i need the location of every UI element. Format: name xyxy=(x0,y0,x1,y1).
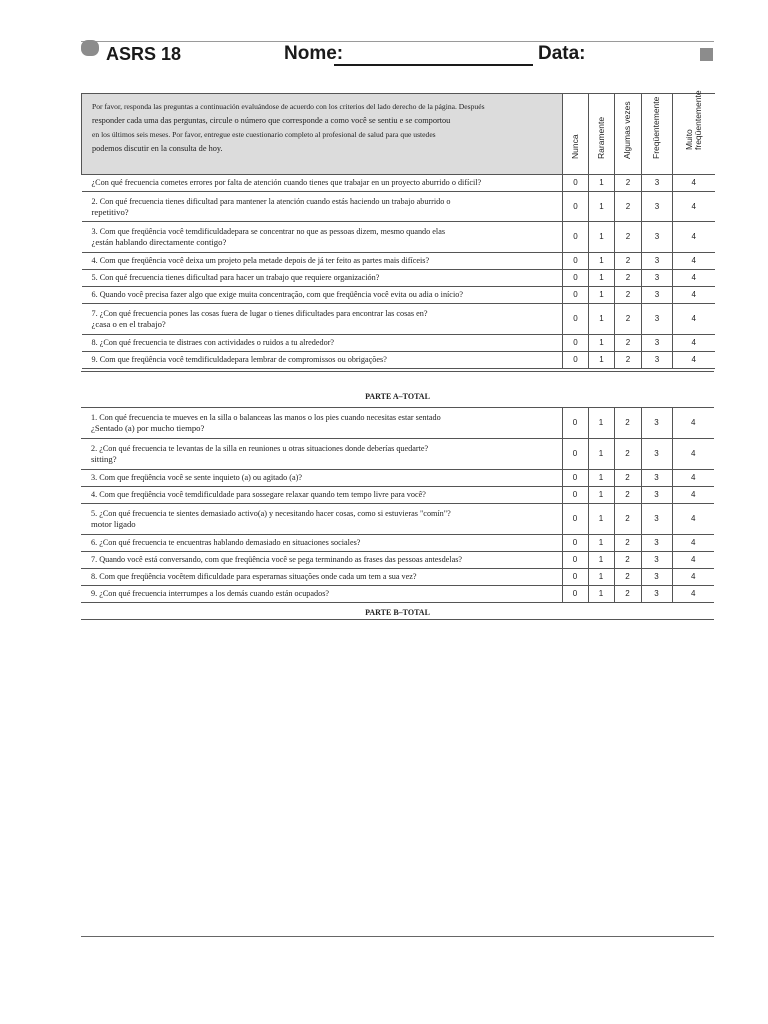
rating-option[interactable]: 2 xyxy=(614,408,641,439)
rating-option[interactable]: 4 xyxy=(672,504,714,535)
question-line: ¿están hablando directamente contigo? xyxy=(91,237,227,247)
corner-square-mark xyxy=(700,48,713,61)
rating-option[interactable]: 0 xyxy=(562,504,588,535)
rating-option[interactable]: 4 xyxy=(673,335,715,352)
rating-option[interactable]: 1 xyxy=(589,222,615,253)
question-row xyxy=(82,192,715,222)
rating-option[interactable]: 1 xyxy=(588,586,614,603)
rating-option[interactable]: 4 xyxy=(673,192,715,222)
rating-option[interactable]: 1 xyxy=(589,287,615,304)
column-header-raramente xyxy=(589,94,615,175)
rating-option[interactable]: 3 xyxy=(642,304,673,335)
rating-option[interactable]: 0 xyxy=(562,586,588,603)
question-text xyxy=(81,535,562,552)
question-row xyxy=(81,439,714,470)
rating-option[interactable]: 0 xyxy=(562,569,588,586)
rating-option[interactable]: 2 xyxy=(614,535,641,552)
rating-option[interactable]: 0 xyxy=(563,175,589,192)
rating-option[interactable]: 3 xyxy=(642,287,673,304)
question-line: 9. Com que freqüência você temdificuldadepara lembrar de compromissos ou obrigações? xyxy=(91,355,387,364)
question-line: ¿casa o en el trabajo? xyxy=(91,319,166,329)
rating-option[interactable]: 2 xyxy=(614,487,641,504)
rating-option[interactable]: 2 xyxy=(615,352,642,369)
rating-option[interactable]: 2 xyxy=(614,569,641,586)
date-label: Data: xyxy=(538,43,586,64)
rating-option[interactable]: 2 xyxy=(614,504,641,535)
question-row xyxy=(82,352,715,369)
rating-option[interactable]: 4 xyxy=(673,304,715,335)
rating-option[interactable]: 4 xyxy=(672,569,714,586)
rating-option[interactable]: 0 xyxy=(562,439,588,470)
question-line: repetitivo? xyxy=(91,206,129,217)
question-line: 1. Con qué frecuencia te mueves en la silla o balanceas las manos o los pies cuando necesitas estar sentado xyxy=(91,413,441,422)
column-header-label: Nunca xyxy=(569,134,580,159)
question-row xyxy=(82,304,715,335)
rating-option[interactable]: 0 xyxy=(562,470,588,487)
question-line: 5. ¿Con qué frecuencia te sientes demasiado activo(a) y necesitando hacer cosas, como si estuvieras "comín"? xyxy=(91,509,451,518)
rating-option[interactable]: 3 xyxy=(641,504,672,535)
name-label: Nome: xyxy=(284,43,344,64)
rating-option[interactable]: 4 xyxy=(672,586,714,603)
rating-option[interactable]: 3 xyxy=(642,352,673,369)
rating-option[interactable]: 1 xyxy=(589,192,615,222)
rating-option[interactable]: 0 xyxy=(563,352,589,369)
column-header-frequentemente xyxy=(642,94,673,175)
question-line: 3. Com que freqüência você temdificuldadepara se concentrar no que as pessoas dizem, mesmo quando elas xyxy=(91,227,446,236)
part-b-table xyxy=(81,407,714,603)
rating-option[interactable]: 3 xyxy=(642,192,673,222)
rating-option[interactable]: 1 xyxy=(588,569,614,586)
question-line: 5. Con qué frecuencia tienes dificultad para hacer un trabajo que requiere organización? xyxy=(91,273,380,282)
rating-option[interactable]: 3 xyxy=(641,470,672,487)
question-text xyxy=(81,586,562,603)
question-row xyxy=(81,487,714,504)
column-header-label: Freqüentemente xyxy=(651,96,661,159)
rating-option[interactable]: 3 xyxy=(641,586,672,603)
instructions-line: Por favor, responda las preguntas a continuación evaluándose de acuerdo con los criterios del lado derecho de la página. Después xyxy=(92,102,485,111)
question-text xyxy=(81,552,562,569)
rating-option[interactable]: 3 xyxy=(642,335,673,352)
instructions-line: en los últimos seis meses. Por favor, entregue este cuestionario completo al profesional de salud para que ustedes xyxy=(92,130,436,139)
question-line: 3. Com que freqüência você se sente inquieto (a) ou agitado (a)? xyxy=(91,473,302,482)
question-text xyxy=(82,335,563,352)
part-b-total-label: PARTE B–TOTAL xyxy=(365,608,430,617)
rating-option[interactable]: 0 xyxy=(563,287,589,304)
rating-option[interactable]: 1 xyxy=(589,352,615,369)
question-text xyxy=(82,192,563,222)
question-row xyxy=(82,335,715,352)
logo-mark xyxy=(81,40,99,56)
footer-rule xyxy=(81,936,714,937)
rating-option[interactable]: 2 xyxy=(615,253,642,270)
form-title: ASRS 18 xyxy=(106,44,182,64)
rating-option[interactable]: 3 xyxy=(641,439,672,470)
rating-option[interactable]: 0 xyxy=(562,552,588,569)
part-a-end-rule xyxy=(81,371,714,372)
question-row xyxy=(81,552,714,569)
column-header-muito-frequentemente xyxy=(673,90,715,175)
question-text xyxy=(81,487,562,504)
question-line: 7. Quando você está conversando, com que freqüência você se pega terminando as frases das pessoas antesdelas? xyxy=(91,555,463,564)
rating-option[interactable]: 4 xyxy=(672,535,714,552)
question-text xyxy=(81,439,562,470)
rating-option[interactable]: 1 xyxy=(589,253,615,270)
question-row xyxy=(81,569,714,586)
column-header-label: Raramente xyxy=(595,116,606,159)
rating-option[interactable]: 1 xyxy=(588,470,614,487)
rating-option[interactable]: 4 xyxy=(672,470,714,487)
rating-option[interactable]: 1 xyxy=(588,408,614,439)
rating-option[interactable]: 4 xyxy=(673,287,715,304)
rating-option[interactable]: 3 xyxy=(642,253,673,270)
question-line: sitting? xyxy=(91,454,117,464)
part-a-total-label: PARTE A–TOTAL xyxy=(365,392,430,401)
rating-option[interactable]: 3 xyxy=(642,175,673,192)
question-row xyxy=(82,253,715,270)
rating-option[interactable]: 4 xyxy=(672,552,714,569)
rating-option[interactable]: 1 xyxy=(588,504,614,535)
rating-option[interactable]: 0 xyxy=(562,408,588,439)
rating-option[interactable]: 1 xyxy=(588,535,614,552)
question-text xyxy=(81,569,562,586)
rating-option[interactable]: 2 xyxy=(615,192,642,222)
column-header-algumas-vezes xyxy=(615,94,642,175)
question-text xyxy=(82,253,563,270)
rating-option[interactable]: 2 xyxy=(615,287,642,304)
rating-option[interactable]: 1 xyxy=(588,487,614,504)
rating-option[interactable]: 3 xyxy=(641,569,672,586)
question-row xyxy=(82,222,715,253)
column-header-nunca xyxy=(563,94,589,175)
question-line: motor ligado xyxy=(91,519,136,529)
question-row xyxy=(81,535,714,552)
rating-option[interactable]: 1 xyxy=(589,335,615,352)
question-row xyxy=(81,586,714,603)
rating-option[interactable]: 2 xyxy=(614,470,641,487)
intro-row xyxy=(82,94,715,175)
rating-option[interactable]: 4 xyxy=(673,175,715,192)
rating-option[interactable]: 2 xyxy=(615,270,642,287)
part-a-table xyxy=(81,90,715,369)
question-text xyxy=(82,222,563,253)
rating-option[interactable]: 0 xyxy=(563,270,589,287)
rating-option[interactable]: 4 xyxy=(673,352,715,369)
rating-option[interactable]: 2 xyxy=(614,439,641,470)
rating-option[interactable]: 4 xyxy=(672,487,714,504)
rating-option[interactable]: 4 xyxy=(673,253,715,270)
question-line: ¿Sentado (a) por mucho tiempo? xyxy=(91,423,205,433)
rating-option[interactable]: 2 xyxy=(615,222,642,253)
rating-option[interactable]: 0 xyxy=(563,335,589,352)
rating-option[interactable]: 2 xyxy=(615,304,642,335)
rating-option[interactable]: 0 xyxy=(563,304,589,335)
rating-option[interactable]: 2 xyxy=(614,586,641,603)
rating-option[interactable]: 3 xyxy=(641,487,672,504)
question-line: 4. Com que freqüência você deixa um projeto pela metade depois de já ter feito as partes mais difíceis? xyxy=(91,256,430,265)
rating-option[interactable]: 4 xyxy=(672,439,714,470)
instructions xyxy=(82,94,563,175)
rating-option[interactable]: 1 xyxy=(588,552,614,569)
rating-option[interactable]: 0 xyxy=(562,535,588,552)
question-line: 9. ¿Con qué frecuencia interrumpes a los demás cuando están ocupados? xyxy=(91,589,330,598)
question-row xyxy=(81,470,714,487)
rating-option[interactable]: 4 xyxy=(673,222,715,253)
rating-option[interactable]: 2 xyxy=(614,552,641,569)
question-line: 6. Quando você precisa fazer algo que exige muita concentração, com que freqüência você evita ou adia o início? xyxy=(91,290,463,299)
instructions-line: responder cada uma das perguntas, circule o número que corresponde a como você se sentiu e se comportou xyxy=(92,116,451,125)
question-text xyxy=(81,408,562,439)
rating-option[interactable]: 3 xyxy=(641,552,672,569)
instructions-line: podemos discutir en la consulta de hoy. xyxy=(92,144,223,153)
rating-option[interactable]: 1 xyxy=(589,175,615,192)
question-line: ¿Con qué frecuencia cometes errores por falta de atención cuando tienes que trabajar en un proyecto aburrido o difícil? xyxy=(91,178,482,187)
rating-option[interactable]: 4 xyxy=(673,270,715,287)
column-header-label: Muito freqüentemente xyxy=(683,90,703,150)
rating-option[interactable]: 1 xyxy=(589,304,615,335)
question-text xyxy=(82,304,563,335)
part-b-end-rule xyxy=(81,619,714,620)
rating-option[interactable]: 0 xyxy=(563,192,589,222)
rating-option[interactable]: 3 xyxy=(641,408,672,439)
question-line: 7. ¿Con qué frecuencia pones las cosas fuera de lugar o tienes dificultades para encontrar las cosas en? xyxy=(91,309,428,318)
question-text xyxy=(82,352,563,369)
name-field[interactable] xyxy=(334,64,533,66)
question-row xyxy=(81,408,714,439)
rating-option[interactable]: 2 xyxy=(615,335,642,352)
question-row xyxy=(82,175,715,192)
rating-option[interactable]: 3 xyxy=(642,222,673,253)
rating-option[interactable]: 1 xyxy=(589,270,615,287)
question-line: 2. ¿Con qué frecuencia te levantas de la silla en reuniones u otras situaciones donde deberías quedarte? xyxy=(91,444,429,453)
question-line: 8. Com que freqüência vocêtem dificuldade para esperarnas situações onde cada um tem a sua vez? xyxy=(91,572,417,581)
top-rule xyxy=(81,41,714,42)
rating-option[interactable]: 1 xyxy=(588,439,614,470)
question-line: 2. Con qué frecuencia tienes dificultad para mantener la atención cuando estás haciendo un trabajo aburrido o xyxy=(91,196,451,206)
rating-option[interactable]: 3 xyxy=(642,270,673,287)
rating-option[interactable]: 0 xyxy=(563,222,589,253)
question-text xyxy=(82,287,563,304)
rating-option[interactable]: 0 xyxy=(563,253,589,270)
question-line: 6. ¿Con qué frecuencia te encuentras hablando demasiado en situaciones sociales? xyxy=(91,538,361,547)
rating-option[interactable]: 0 xyxy=(562,487,588,504)
rating-option[interactable]: 2 xyxy=(615,175,642,192)
question-line: 8. ¿Con qué frecuencia te distraes con actividades o ruidos a tu alrededor? xyxy=(91,338,335,347)
question-row xyxy=(82,287,715,304)
question-line: 4. Com que freqüência você temdificuldade para sossegare relaxar quando tem tempo livre para você? xyxy=(91,490,426,499)
rating-option[interactable]: 3 xyxy=(641,535,672,552)
question-text xyxy=(82,270,563,287)
column-header-label: Algumas vezes xyxy=(622,101,632,159)
question-text xyxy=(81,504,562,535)
question-text xyxy=(82,175,563,192)
question-row xyxy=(82,270,715,287)
question-row xyxy=(81,504,714,535)
question-text xyxy=(81,470,562,487)
rating-option[interactable]: 4 xyxy=(672,408,714,439)
